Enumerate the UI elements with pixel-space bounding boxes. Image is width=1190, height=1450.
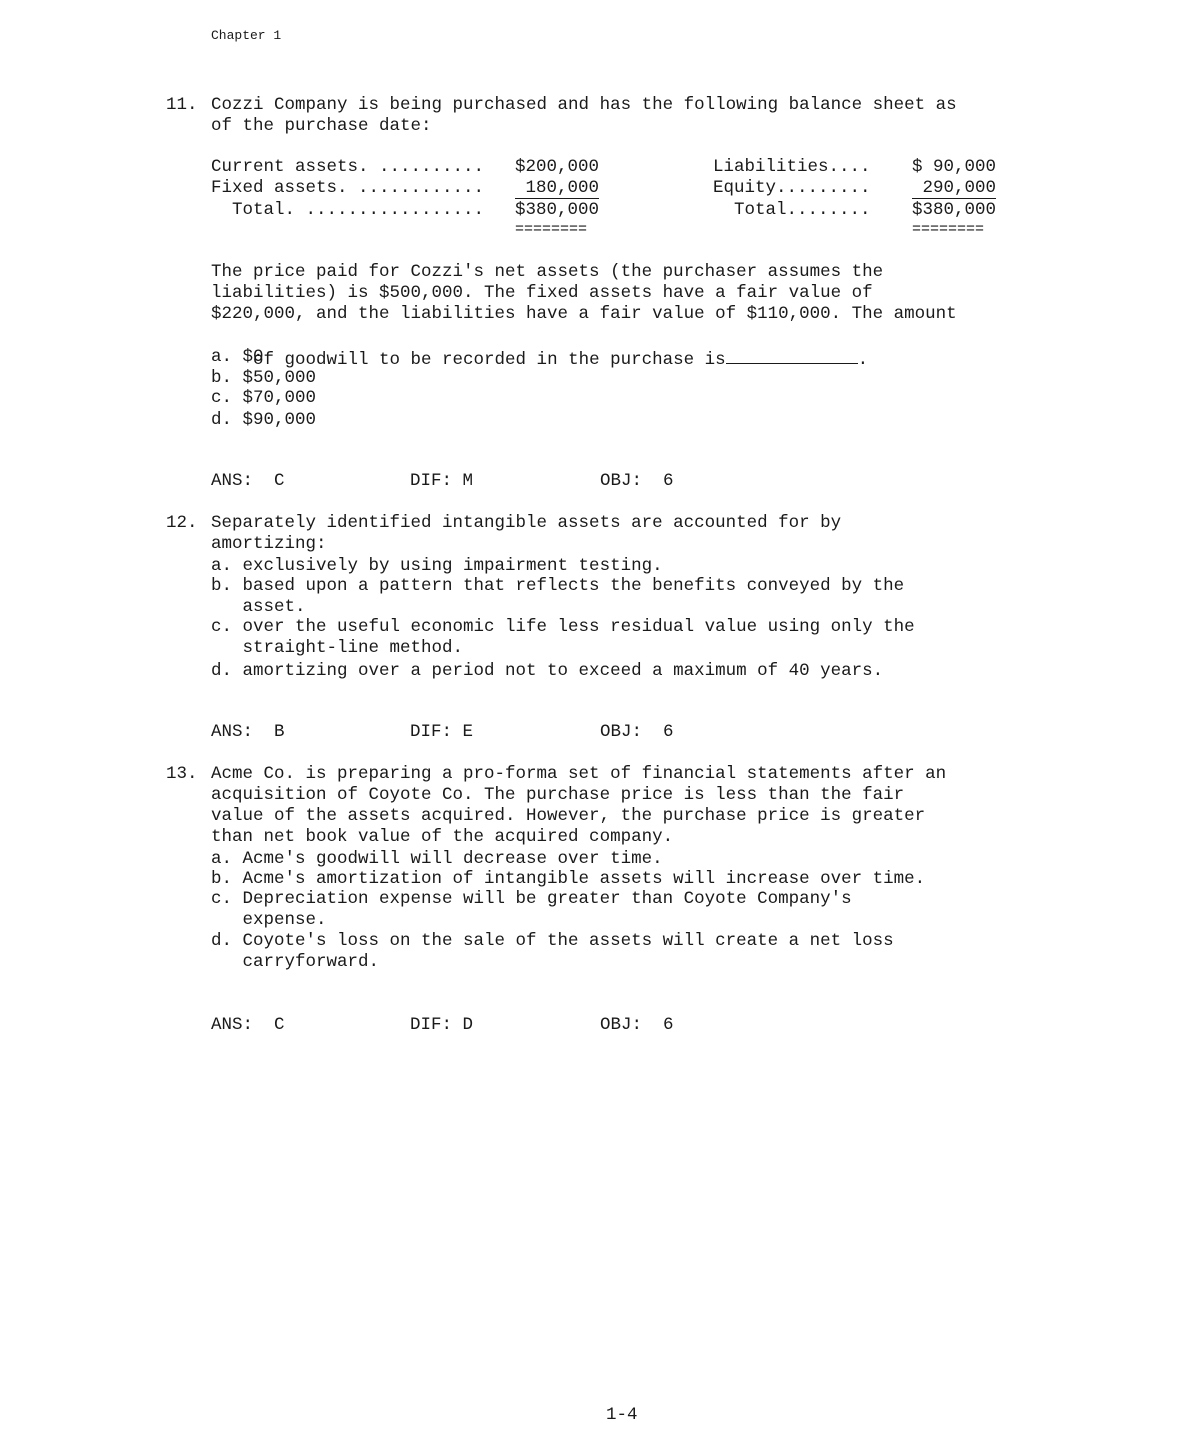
objective: OBJ: 6 <box>600 722 674 742</box>
double-rule: ======== <box>912 221 985 238</box>
answer-option: c. $70,000 <box>211 388 317 408</box>
answer-option: carryforward. <box>211 952 380 972</box>
answer-option: a. $0 <box>211 347 264 367</box>
answer-option: a. Acme's goodwill will decrease over time. <box>211 849 663 869</box>
answer-option: d. $90,000 <box>211 410 317 430</box>
claims-label: Total........ <box>713 200 871 220</box>
answer-option: straight-line method. <box>211 638 464 658</box>
difficulty: DIF: E <box>410 722 474 742</box>
difficulty: DIF: M <box>410 471 474 491</box>
objective: OBJ: 6 <box>600 471 674 491</box>
page-number: 1-4 <box>606 1405 638 1425</box>
claims-value: $380,000 <box>912 200 997 220</box>
question-stem-line: of the purchase date: <box>211 116 432 136</box>
question-body-line: liabilities) is $500,000. The fixed assets have a fair value of <box>211 283 873 303</box>
answer-option: asset. <box>211 597 306 617</box>
question-body-line: of goodwill to be recorded in the purchase is <box>253 350 726 370</box>
question-stem-line: Cozzi Company is being purchased and has the following balance sheet as <box>211 95 957 115</box>
claims-value: 290,000 <box>912 178 997 198</box>
blank-period: . <box>857 350 869 370</box>
claims-label: Equity......... <box>713 178 871 198</box>
double-rule: ======== <box>515 221 588 238</box>
answer-option: c. Depreciation expense will be greater than Coyote Company's <box>211 889 852 909</box>
question-body-line: $220,000, and the liabilities have a fair value of $110,000. The amount <box>211 304 957 324</box>
answer-key: ANS: C <box>211 471 285 491</box>
question-stem-line: Acme Co. is preparing a pro-forma set of financial statements after an <box>211 764 947 784</box>
question-number: 13. <box>166 764 198 784</box>
answer-key: ANS: C <box>211 1015 285 1035</box>
question-number: 12. <box>166 513 198 533</box>
answer-option: d. Coyote's loss on the sale of the assets will create a net loss <box>211 931 894 951</box>
answer-option: b. based upon a pattern that reflects the benefits conveyed by the <box>211 576 905 596</box>
answer-option: b. Acme's amortization of intangible assets will increase over time. <box>211 869 926 889</box>
assets-label: Total. ................. <box>211 200 485 220</box>
answer-option: d. amortizing over a period not to exceed a maximum of 40 years. <box>211 661 884 681</box>
question-stem-line: value of the assets acquired. However, the purchase price is greater <box>211 806 926 826</box>
answer-option: c. over the useful economic life less residual value using only the <box>211 617 915 637</box>
question-stem-line: amortizing: <box>211 534 327 554</box>
answer-option: a. exclusively by using impairment testing. <box>211 556 663 576</box>
assets-value: 180,000 <box>515 178 600 198</box>
answer-option: b. $50,000 <box>211 368 317 388</box>
difficulty: DIF: D <box>410 1015 474 1035</box>
claims-value: $ 90,000 <box>912 157 997 177</box>
question-number: 11. <box>166 95 198 115</box>
objective: OBJ: 6 <box>600 1015 674 1035</box>
answer-blank <box>726 346 858 364</box>
assets-label: Fixed assets. ............ <box>211 178 485 198</box>
claims-label: Liabilities.... <box>713 157 871 177</box>
assets-value: $380,000 <box>515 200 600 220</box>
question-body-line: The price paid for Cozzi's net assets (the purchaser assumes the <box>211 262 884 282</box>
answer-option: expense. <box>211 910 327 930</box>
question-stem-line: acquisition of Coyote Co. The purchase price is less than the fair <box>211 785 905 805</box>
answer-key: ANS: B <box>211 722 285 742</box>
chapter-header: Chapter 1 <box>211 28 282 43</box>
assets-value: $200,000 <box>515 157 600 177</box>
question-stem-line: Separately identified intangible assets are accounted for by <box>211 513 842 533</box>
question-stem-line: than net book value of the acquired company. <box>211 827 674 847</box>
assets-label: Current assets. .......... <box>211 157 485 177</box>
